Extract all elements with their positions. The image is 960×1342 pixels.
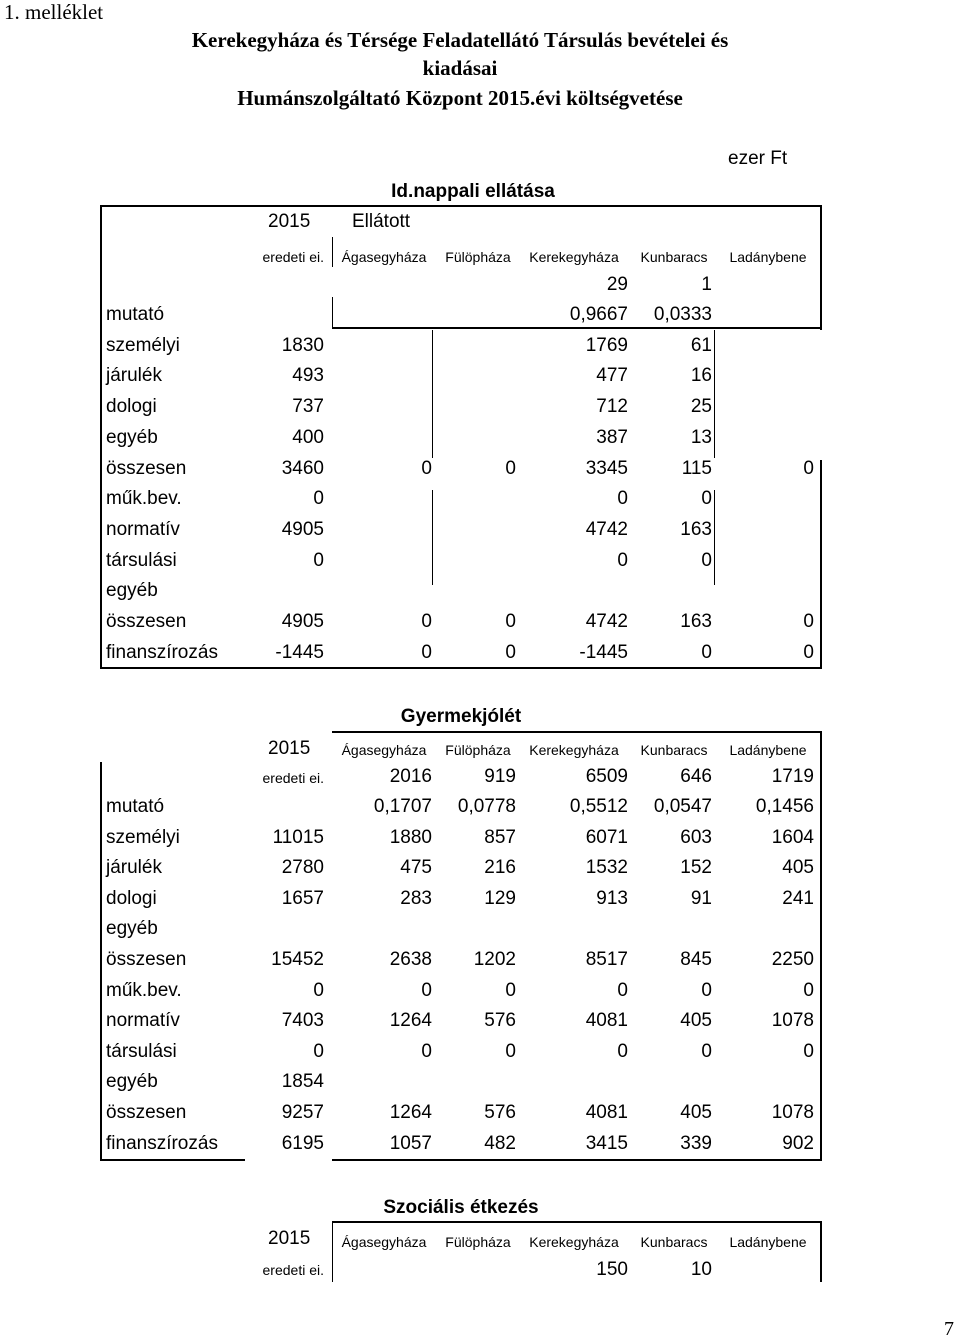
col-header-ladanybene: Ladánybene <box>729 1234 807 1250</box>
table-cell: 493 <box>292 365 324 387</box>
table-cell: 4905 <box>281 611 324 632</box>
year-label: 2015 <box>268 1228 311 1249</box>
table-cell: 0 <box>313 979 324 1001</box>
table-border <box>100 205 822 207</box>
table-border <box>714 490 715 585</box>
table-border <box>332 1159 822 1161</box>
title-line-1: Kerekegyháza és Térsége Feladatellátó Társulás bevételei és <box>191 28 729 52</box>
table-cell: 400 <box>292 426 324 448</box>
table-cell: 0,0778 <box>457 796 516 817</box>
table-cell: 61 <box>690 334 712 356</box>
table-cell: 1078 <box>771 1102 814 1123</box>
row-label: normatív <box>106 518 180 540</box>
row-label: járulék <box>106 857 162 879</box>
title-line-2: kiadásai <box>422 56 498 80</box>
table-cell: 0 <box>313 1040 324 1062</box>
year-label: 2015 <box>268 738 311 759</box>
col-header-kerekegyhaza: Kerekegyháza <box>529 1234 619 1250</box>
page-number: 7 <box>944 1318 954 1340</box>
annex-label: 1. melléklet <box>4 0 104 24</box>
row-label: összesen <box>106 949 187 970</box>
col-header-agasegyhaza: Ágasegyháza <box>341 249 427 265</box>
table-cell: 0 <box>421 611 432 632</box>
table-cell: 6195 <box>281 1132 324 1154</box>
table-cell: 7403 <box>281 1010 324 1032</box>
ellatott-kunbaracs: 1 <box>701 274 712 295</box>
table-cell: 0 <box>505 641 516 663</box>
table-cell: 1264 <box>389 1010 432 1032</box>
table-border <box>820 460 822 668</box>
table-cell: 0 <box>701 549 712 571</box>
table-cell: 0,0333 <box>653 304 712 325</box>
table-cell: -1445 <box>579 641 628 663</box>
table-cell: 339 <box>680 1132 712 1154</box>
table-cell: 11015 <box>272 826 324 848</box>
row-label: mutató <box>106 796 165 817</box>
table-cell: 405 <box>782 857 814 879</box>
table-border <box>100 667 822 669</box>
table-border <box>100 205 102 668</box>
table-cell: 0 <box>617 549 628 571</box>
table-border <box>714 330 715 458</box>
table-border <box>332 327 822 329</box>
table-cell: 1657 <box>281 887 324 909</box>
table-cell: 0 <box>505 979 516 1001</box>
eredeti-label: eredeti ei. <box>262 1262 324 1278</box>
col-header-fulophaza: Fülöpháza <box>445 249 511 265</box>
table-cell: 129 <box>484 887 516 909</box>
table-cell: 712 <box>596 396 628 418</box>
table-cell: 4742 <box>585 611 628 632</box>
table-cell: 2250 <box>771 949 814 970</box>
row-label: személyi <box>106 334 180 356</box>
table-cell: 0 <box>421 1040 432 1062</box>
table-cell: 0 <box>803 457 814 479</box>
top-value: 2016 <box>389 766 432 787</box>
table-cell: 15452 <box>271 949 324 970</box>
table-cell: 477 <box>596 365 628 387</box>
year-label: 2015 <box>268 211 311 232</box>
row-label: normatív <box>106 1010 180 1032</box>
table-cell: 216 <box>484 857 516 879</box>
table-cell: 0 <box>701 488 712 510</box>
table-cell: 482 <box>484 1132 516 1154</box>
table-cell: 0 <box>313 488 324 510</box>
table-cell: 0 <box>803 1040 814 1062</box>
table-cell: 0 <box>701 641 712 663</box>
table-cell: 405 <box>680 1102 712 1123</box>
table-cell: 0 <box>421 457 432 479</box>
col-header-kunbaracs: Kunbaracs <box>640 742 708 758</box>
table-cell: -1445 <box>275 641 324 663</box>
top-value: 150 <box>596 1259 628 1280</box>
ellatott-kerekegyhaza: 29 <box>606 274 628 295</box>
row-label: egyéb <box>106 426 158 448</box>
table-cell: 4081 <box>585 1102 628 1123</box>
table-cell: 163 <box>680 611 712 632</box>
table-cell: 1202 <box>473 949 516 970</box>
table-cell: 0 <box>617 1040 628 1062</box>
table-border <box>820 1223 822 1282</box>
table-cell: 0 <box>803 979 814 1001</box>
eredeti-label: eredeti ei. <box>262 249 324 265</box>
row-label: egyéb <box>106 580 158 602</box>
table-cell: 2638 <box>389 949 432 970</box>
table-cell: 902 <box>782 1132 814 1154</box>
table-cell: 0 <box>505 457 516 479</box>
table-cell: 6071 <box>585 826 628 848</box>
table-cell: 0 <box>701 1040 712 1062</box>
col-header-agasegyhaza: Ágasegyháza <box>341 1234 427 1250</box>
table-cell: 9257 <box>281 1102 324 1123</box>
table-border <box>332 1221 822 1223</box>
table-cell: 0,5512 <box>569 796 628 817</box>
col-header-fulophaza: Fülöpháza <box>445 1234 511 1250</box>
col-header-fulophaza: Fülöpháza <box>445 742 511 758</box>
eredeti-label: eredeti ei. <box>262 770 324 786</box>
table-cell: 857 <box>484 826 516 848</box>
table-cell: 0 <box>701 979 712 1001</box>
row-label: mutató <box>106 304 165 325</box>
table-border <box>432 490 433 585</box>
table-cell: 115 <box>681 457 712 479</box>
table-cell: 576 <box>484 1010 516 1032</box>
table-cell: 0,1456 <box>755 796 814 817</box>
col-header-ladanybene: Ladánybene <box>729 742 807 758</box>
table-cell: 0,9667 <box>569 304 628 325</box>
row-label: egyéb <box>106 918 158 940</box>
table-cell: 163 <box>680 518 712 540</box>
table-cell: 1057 <box>389 1132 432 1154</box>
row-label: járulék <box>106 365 162 387</box>
table-cell: 387 <box>596 426 628 448</box>
row-label: társulási <box>106 549 177 571</box>
table-cell: 405 <box>680 1010 712 1032</box>
table-border <box>100 1159 245 1161</box>
table-cell: 737 <box>292 396 324 418</box>
table-title: Gyermekjólét <box>400 706 522 727</box>
table-border <box>332 1223 333 1282</box>
top-value: 1719 <box>771 766 814 787</box>
row-label: összesen <box>106 457 187 479</box>
top-value: 919 <box>484 766 516 787</box>
col-header-kerekegyhaza: Kerekegyháza <box>529 249 619 265</box>
table-border <box>820 205 822 330</box>
table-cell: 1769 <box>585 334 628 356</box>
row-label: összesen <box>106 1102 187 1123</box>
col-header-agasegyhaza: Ágasegyháza <box>341 742 427 758</box>
top-value: 10 <box>690 1259 712 1280</box>
table-cell: 1854 <box>281 1071 324 1093</box>
table-cell: 475 <box>400 857 432 879</box>
table-cell: 0 <box>421 979 432 1001</box>
table-cell: 8517 <box>585 949 628 970</box>
table-cell: 0 <box>313 549 324 571</box>
table-cell: 4742 <box>585 518 628 540</box>
table-border <box>820 731 822 1160</box>
table-border <box>332 237 333 267</box>
table-title: Szociális étkezés <box>383 1197 539 1218</box>
row-label: személyi <box>106 826 180 848</box>
col-header-ladanybene: Ladánybene <box>729 249 807 265</box>
table-cell: 25 <box>690 396 712 418</box>
col-header-kunbaracs: Kunbaracs <box>640 1234 708 1250</box>
table-cell: 4905 <box>281 518 324 540</box>
table-cell: 1532 <box>585 857 628 879</box>
table-cell: 1830 <box>281 334 324 356</box>
row-label: összesen <box>106 611 187 632</box>
table-title: Id.nappali ellátása <box>391 181 555 202</box>
row-label: dologi <box>106 396 157 418</box>
table-cell: 845 <box>680 949 712 970</box>
table-cell: 2780 <box>281 857 324 879</box>
table-cell: 0,0547 <box>653 796 712 817</box>
table-border <box>332 731 822 733</box>
table-cell: 0 <box>421 641 432 663</box>
row-label: finanszírozás <box>106 641 218 663</box>
top-value: 646 <box>680 766 712 787</box>
table-cell: 603 <box>680 826 712 848</box>
row-label: dologi <box>106 887 157 909</box>
table-cell: 16 <box>690 365 712 387</box>
table-cell: 0 <box>617 979 628 1001</box>
table-cell: 1264 <box>389 1102 432 1123</box>
table-cell: 283 <box>400 887 432 909</box>
row-label: finanszírozás <box>106 1132 218 1154</box>
row-label: egyéb <box>106 1071 158 1093</box>
table-cell: 576 <box>484 1102 516 1123</box>
table-cell: 0 <box>505 611 516 632</box>
table-cell: 3345 <box>585 457 628 479</box>
ellatott-label: Ellátott <box>352 211 411 232</box>
table-cell: 1604 <box>771 826 814 848</box>
table-cell: 3460 <box>281 457 324 479</box>
table-cell: 152 <box>680 857 712 879</box>
title-line-3: Humánszolgáltató Központ 2015.évi költségvetése <box>237 86 683 110</box>
unit-label: ezer Ft <box>728 148 788 169</box>
table-cell: 0 <box>617 488 628 510</box>
table-cell: 91 <box>690 887 712 909</box>
row-label: műk.bev. <box>106 979 182 1001</box>
table-cell: 913 <box>596 887 628 909</box>
table-cell: 1880 <box>389 826 432 848</box>
table-cell: 0 <box>803 611 814 632</box>
table-cell: 3415 <box>585 1132 628 1154</box>
table-cell: 13 <box>690 426 712 448</box>
row-label: műk.bev. <box>106 488 182 510</box>
top-value: 6509 <box>585 766 628 787</box>
table-border <box>332 297 333 327</box>
row-label: társulási <box>106 1040 177 1062</box>
table-cell: 4081 <box>585 1010 628 1032</box>
table-border <box>100 762 102 1160</box>
table-cell: 1078 <box>771 1010 814 1032</box>
col-header-kerekegyhaza: Kerekegyháza <box>529 742 619 758</box>
col-header-kunbaracs: Kunbaracs <box>640 249 708 265</box>
table-cell: 241 <box>782 887 814 909</box>
table-border <box>432 330 433 458</box>
table-cell: 0,1707 <box>373 796 432 817</box>
table-cell: 0 <box>803 641 814 663</box>
table-cell: 0 <box>505 1040 516 1062</box>
